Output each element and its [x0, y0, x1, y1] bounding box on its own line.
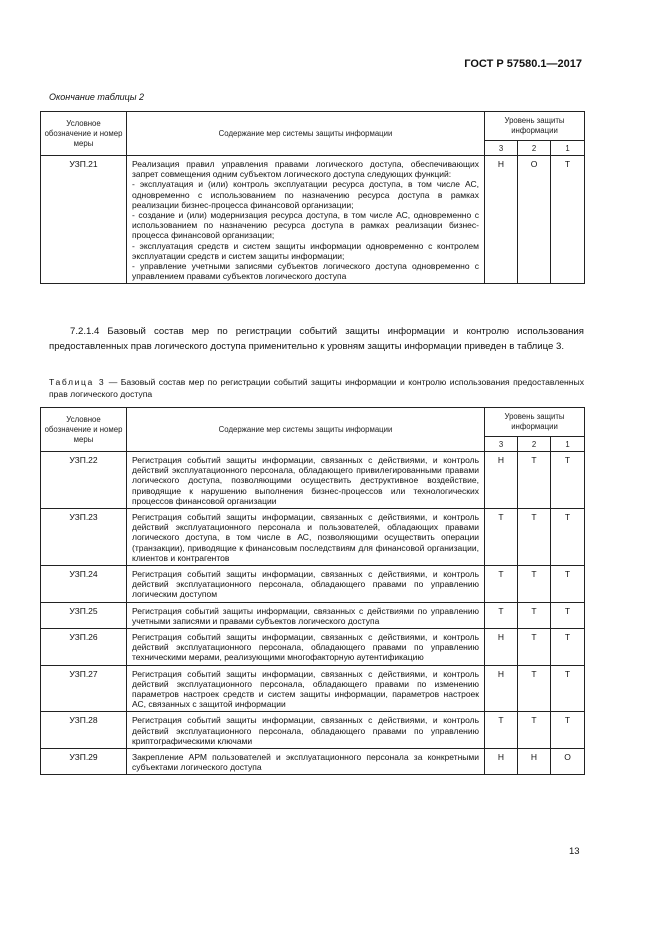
level-2-value: Т [518, 509, 551, 566]
measure-code: УЗП.27 [41, 665, 127, 712]
level-3-value: Т [485, 602, 518, 628]
standard-designation: ГОСТ Р 57580.1—2017 [464, 58, 582, 70]
measure-code: УЗП.22 [41, 452, 127, 509]
measure-description: Регистрация событий защиты информации, связанных с действиями по управлению учетными записями и правами субъектов логического доступа [127, 602, 485, 628]
measure-description: Регистрация событий защиты информации, связанных с действиями, и контроль действий эксплуатационного персонала, обладающего правами по управлению логическим доступом [127, 566, 485, 603]
level-1-value: Т [551, 665, 585, 712]
table-row [41, 452, 585, 509]
table3-level-1: 1 [551, 437, 585, 452]
table3-header-content: Содержание мер системы защиты информации [127, 408, 485, 452]
measure-code: УЗП.29 [41, 749, 127, 775]
measure-description: Регистрация событий защиты информации, связанных с действиями, и контроль действий эксплуатационного персонала, обладающего привилегированными правами логического доступа, позволяющими осуществить деструктивное воздействие, приводящие к нарушению выполнения бизнес-процессов или технологических процессов финансовой организации [127, 452, 485, 509]
measure-code: УЗП.28 [41, 712, 127, 749]
level-3-value: Н [485, 749, 518, 775]
table-3 [40, 407, 585, 775]
table2-caption: Окончание таблицы 2 [49, 92, 144, 102]
level-3-value: Т [485, 509, 518, 566]
table-row [41, 509, 585, 566]
table3-header-row [41, 408, 585, 437]
level-2-value: Т [518, 566, 551, 603]
table-2 [40, 111, 585, 284]
level-2-value: Т [518, 665, 551, 712]
measure-description: Регистрация событий защиты информации, связанных с действиями, и контроль действий эксплуатационного персонала, обладающего правами по управлению техническими мерами, реализующими многофакторную аутентификацию [127, 629, 485, 666]
measure-description: Регистрация событий защиты информации, связанных с действиями, и контроль действий эксплуатационного персонала, обладающего правами по изменению параметров настроек средств и систем защиты информации, параметров настроек АС, связанных с защитой информации [127, 665, 485, 712]
level-1-value: О [551, 749, 585, 775]
table-row [41, 629, 585, 666]
measure-code: УЗП.24 [41, 566, 127, 603]
measure-line: - управление учетными записями субъектов логического доступа одновременно с управлением правами субъектов логического доступа [132, 261, 479, 282]
measure-description: Закрепление АРМ пользователей и эксплуатационного персонала за конкретными субъектами логического доступа [127, 749, 485, 775]
table3-level-3: 3 [485, 437, 518, 452]
level-2-value: Т [518, 452, 551, 509]
level-1-value: Т [551, 712, 585, 749]
measure-code: УЗП.23 [41, 509, 127, 566]
table-row [41, 566, 585, 603]
measure-line: - эксплуатация средств и систем защиты информации одновременно с контролем эксплуатации средств и систем защиты информации; [132, 240, 479, 261]
level-1-value: Т [551, 629, 585, 666]
measure-description: Регистрация событий защиты информации, связанных с действиями, и контроль действий эксплуатационного персонала и пользователей, обладающих правами логического доступа, в том числе в АС, позволяющими осуществить операции (транзакции), приводящие к финансовым последствиям для финансовой организации, клиентов и контрагентов [127, 509, 485, 566]
level-1-value: Т [551, 602, 585, 628]
level-2-value: Т [518, 602, 551, 628]
table2-header-level: Уровень защиты информации [485, 112, 585, 141]
level-3-value: Н [485, 665, 518, 712]
measure-code: УЗП.25 [41, 602, 127, 628]
level-2-value: О [518, 156, 551, 284]
table-row [41, 156, 585, 284]
level-3-value: Н [485, 156, 518, 284]
table-row [41, 665, 585, 712]
level-1-value: Т [551, 156, 585, 284]
table3-caption [49, 376, 584, 400]
table2-level-3: 3 [485, 141, 518, 156]
table2-header-row [41, 112, 585, 141]
level-3-value: Т [485, 566, 518, 603]
table2-level-1: 1 [551, 141, 585, 156]
table2-level-2: 2 [518, 141, 551, 156]
measure-description: Регистрация событий защиты информации, связанных с действиями, и контроль действий эксплуатационного персонала, обладающего правами по управлению криптографическими ключами [127, 712, 485, 749]
measure-description [127, 156, 485, 284]
table3-caption-label: Таблица 3 [49, 377, 106, 387]
table-row [41, 749, 585, 775]
level-3-value: Т [485, 712, 518, 749]
table2-header-code: Условное обозначение и номер меры [41, 112, 127, 156]
measure-line: - создание и (или) модернизация ресурса доступа, в том числе АС, одновременно с использованием по назначению ресурса доступа в рамках реализации бизнес-процесса финансовой организации; [132, 210, 479, 241]
level-1-value: Т [551, 566, 585, 603]
table3-caption-text: — Базовый состав мер по регистрации событий защиты информации и контролю использования предоставленных прав логического доступа [49, 377, 584, 399]
table2-header-content: Содержание мер системы защиты информации [127, 112, 485, 156]
level-3-value: Н [485, 452, 518, 509]
level-2-value: Т [518, 712, 551, 749]
page-number: 13 [569, 846, 580, 857]
table3-level-2: 2 [518, 437, 551, 452]
level-1-value: Т [551, 509, 585, 566]
measure-line: - эксплуатация и (или) контроль эксплуатации ресурса доступа, в том числе АС, одновременно с использованием по назначению ресурса доступа в рамках реализации бизнес-процесса финансовой организации; [132, 179, 479, 210]
level-1-value: Т [551, 452, 585, 509]
table-row [41, 712, 585, 749]
measure-code: УЗП.26 [41, 629, 127, 666]
table3-header-level: Уровень защиты информации [485, 408, 585, 437]
measure-code: УЗП.21 [41, 156, 127, 284]
level-2-value: Н [518, 749, 551, 775]
level-2-value: Т [518, 629, 551, 666]
table3-header-code: Условное обозначение и номер меры [41, 408, 127, 452]
measure-line: Реализация правил управления правами логического доступа, обеспечивающих запрет совмещения одним субъектом логического доступа следующих функций: [132, 159, 479, 180]
table-row [41, 602, 585, 628]
section-paragraph: 7.2.1.4 Базовый состав мер по регистрации событий защиты информации и контролю использования предоставленных прав логического доступа применительно к уровням защиты информации приведен в таблице 3. [49, 326, 584, 352]
level-3-value: Н [485, 629, 518, 666]
